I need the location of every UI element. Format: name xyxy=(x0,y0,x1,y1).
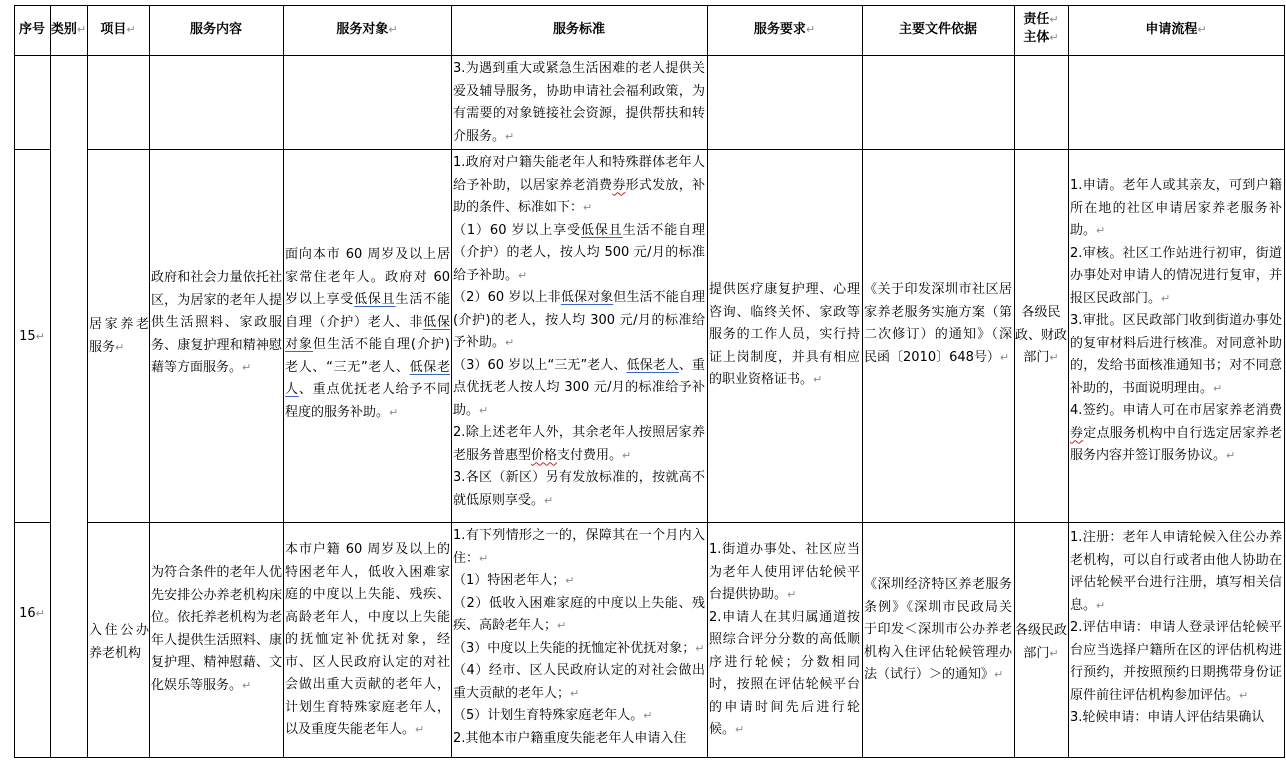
cell-text: 1.申请。老年人或其亲友，可到户籍所在地的社区申请居家养老服务补助。 xyxy=(1070,178,1282,238)
return-mark: ↵ xyxy=(1049,13,1059,26)
cell-text: 形式发放，补助的条件、标准如下： xyxy=(453,177,705,215)
cell-text: 2.审核。社区工作站进行初审，街道办事处对申请人的情况进行复审，并报区民政部门。 xyxy=(1070,245,1282,306)
cell-text: 1.注册：老年人申请轮候入住公办养老机构，可以自行或者由他人协助在评估轮候平台进行注册，填写相关信息。 xyxy=(1070,530,1282,613)
row15-standard xyxy=(453,152,705,512)
cell-text xyxy=(453,638,705,661)
cell-text xyxy=(1070,243,1282,311)
cell-text: 、重点优抚老人给予不同程度的服务补助。 xyxy=(285,382,450,420)
cell-text: 2.除上述老年人外，其余老年人按照居家养老服务普惠型 xyxy=(453,425,705,463)
return-mark: ↵ xyxy=(1197,23,1207,36)
header-bottom-line xyxy=(14,55,1285,56)
cell-text xyxy=(453,220,705,288)
return-mark: ↵ xyxy=(583,201,593,214)
cell-text: 各级民政、财政部门 xyxy=(1015,305,1067,365)
cell-text: （1）60 岁以上享受 xyxy=(453,222,581,238)
cell-text: （1）特困老年人； xyxy=(453,573,566,588)
cell-text: 15 xyxy=(19,329,36,344)
row16-seq xyxy=(14,603,50,626)
cell-text: 1.政府对户籍失能老年人和特殊群体老年人给予补助，以居家养老消费 xyxy=(453,155,705,193)
col-line-1 xyxy=(50,5,51,758)
cell-text: 3.各区（新区）另有发放标准的，按就高不就低原则享受。 xyxy=(453,470,705,508)
col-line-6 xyxy=(707,5,708,758)
cell-text: （2）60 岁以上非 xyxy=(453,290,561,305)
col-line-0 xyxy=(14,5,15,758)
col-line-9 xyxy=(1068,5,1069,758)
header-category: 类别↵ xyxy=(50,22,87,37)
cell-text xyxy=(1070,400,1282,468)
return-mark: ↵ xyxy=(787,588,797,601)
return-mark: ↵ xyxy=(622,448,632,462)
cell-text xyxy=(453,728,705,751)
col-line-7 xyxy=(862,5,863,758)
cell-text: 生活不能自理（介护）的老人，按人均 500 元/月的标准给予补助。 xyxy=(453,222,705,283)
cell-text: 低保且 xyxy=(354,292,396,307)
return-mark: ↵ xyxy=(643,709,653,722)
row16-process xyxy=(1070,527,1282,756)
return-mark: ↵ xyxy=(35,330,45,343)
row-divider-15 xyxy=(14,149,50,150)
row16-standard xyxy=(453,525,705,756)
cell-text xyxy=(453,660,705,705)
cell-text xyxy=(453,355,705,423)
row16-target xyxy=(285,539,450,742)
return-mark: ↵ xyxy=(1049,646,1059,660)
cell-text: 券 xyxy=(612,177,626,193)
cell-text: 低保老人 xyxy=(626,357,679,373)
row15-requirement xyxy=(709,279,860,392)
return-mark: ↵ xyxy=(544,493,554,507)
cell-text: 券 xyxy=(1070,425,1084,441)
row15-seq xyxy=(14,326,50,349)
cell-text: 政府和社会力量依托社区，为居家的老年人提供生活照料、家政服务、康复护理和精神慰藉等方面服务。 xyxy=(151,270,282,375)
cell-text: 3.审批。区民政部门收到街道办事处的复审材料后进行核准。对同意补助的，发给书面核准通知书；对不同意补助的，书面说明理由。 xyxy=(1070,313,1282,396)
return-mark: ↵ xyxy=(126,23,136,36)
cell-text: 《深圳经济特区养老服务条例》《深圳市民政局关于印发＜深圳市公办养老机构入住评估轮候管理办法（试行）＞的通知》 xyxy=(864,577,1012,682)
header-seq: 序号 xyxy=(18,22,45,37)
row15-target xyxy=(285,244,450,424)
cell-text: 价格 xyxy=(531,447,558,463)
return-mark: ↵ xyxy=(388,23,398,36)
cell-text: 但生活不能自理(介护)的老人，按人均 300 元/月的标准给予补助。 xyxy=(453,290,705,350)
row16-docs xyxy=(864,574,1012,687)
return-mark: ↵ xyxy=(505,336,515,349)
cell-text: 2.申请人在其归属通道按照综合评分分数的高低顺序进行轮候；分数相同时，按照在评估轮候平台的申请时间先后进行轮候。 xyxy=(709,609,860,737)
return-mark: ↵ xyxy=(479,551,489,565)
cell-text: （3）60 岁以上“三无”老人、 xyxy=(453,357,627,373)
return-mark: ↵ xyxy=(813,373,823,386)
cell-text xyxy=(453,422,705,467)
cell-text: 但生活不能自理(介护)老人、“三无”老人、 xyxy=(285,337,450,375)
row16-responsible xyxy=(1015,620,1067,665)
col-line-2 xyxy=(87,5,88,758)
cell-text xyxy=(1070,707,1282,730)
cell-text xyxy=(453,152,705,220)
cell-text: 入住公办养老机构 xyxy=(89,623,149,661)
return-mark: ↵ xyxy=(1161,291,1171,305)
header-standard: 服务标准 xyxy=(552,22,605,37)
return-mark: ↵ xyxy=(389,405,399,419)
return-mark: ↵ xyxy=(1096,224,1106,237)
header-content: 服务内容 xyxy=(189,22,242,37)
return-mark: ↵ xyxy=(805,23,816,36)
row15-item xyxy=(89,314,149,359)
return-mark: ↵ xyxy=(557,619,567,632)
col-line-5 xyxy=(451,5,452,758)
cell-text xyxy=(453,467,705,512)
return-mark: ↵ xyxy=(479,403,489,417)
cell-text xyxy=(453,525,705,570)
header-item: 项目↵ xyxy=(100,22,136,37)
cell-text xyxy=(1070,175,1282,243)
cell-text: 本市户籍 60 周岁及以上的特困老年人，低收入困难家庭的中度以上失能、残疾、高龄老年人，中度以上失能的抚恤定补优抚对象，经市、区人民政府认定的对社会做出重大贡献的老年人，计划生育特殊家庭老年人，以及重度失能老年人。 xyxy=(285,542,450,737)
cell-text: （5）计划生育特殊家庭老年人。 xyxy=(453,708,644,723)
return-mark: ↵ xyxy=(242,361,252,374)
cell-text: 低保对象 xyxy=(285,314,450,352)
cell-text xyxy=(1070,310,1282,400)
cell-text: 低保对象 xyxy=(560,290,614,305)
cell-text: 4.签约。申请人可在市居家养老消费 xyxy=(1070,403,1282,418)
col-line-3 xyxy=(149,5,150,758)
cell-text: 定点服务机构中自行选定居家养老服务内容并签订服务协议。 xyxy=(1070,425,1282,463)
cell-text: 各级民政部门 xyxy=(1015,623,1067,661)
return-mark: ↵ xyxy=(1226,449,1236,462)
return-mark: ↵ xyxy=(76,23,87,36)
return-mark: ↵ xyxy=(695,641,705,655)
cell-text: 《关于印发深圳市社区居家养老服务实施方案（第二次修订）的通知》（深民函〔2010〕648号） xyxy=(864,282,1012,365)
cell-text xyxy=(709,539,860,607)
return-mark: ↵ xyxy=(735,723,745,736)
return-mark: ↵ xyxy=(570,686,580,700)
table-border-top xyxy=(14,5,1285,6)
cell-text: 面向本市 60 周岁及以上居家常住老年人。政府对 60 岁以上享受 xyxy=(285,247,450,307)
cell-text: 1.街道办事处、社区应当为老年人使用评估轮候平台提供协助。 xyxy=(709,542,860,602)
return-mark: ↵ xyxy=(1096,598,1106,612)
row-divider-16 xyxy=(14,522,50,523)
header-target: 服务对象↵ xyxy=(336,22,398,37)
return-mark: ↵ xyxy=(1049,351,1059,364)
header-process: 申请流程↵ xyxy=(1145,22,1207,37)
return-mark: ↵ xyxy=(242,678,252,692)
cell-text: 3.为遇到重大或紧急生活困难的老人提供关爱及辅导服务，协助申请社会福利政策，为有需要的对象链接社会资源，提供帮扶和转介服务。 xyxy=(453,61,705,144)
return-mark: ↵ xyxy=(115,340,125,354)
return-mark: ↵ xyxy=(35,607,45,620)
cell-text xyxy=(1070,527,1282,617)
cell-text: （4）经市、区人民政府认定的对社会做出重大贡献的老年人； xyxy=(453,663,705,701)
return-mark: ↵ xyxy=(999,350,1010,364)
cell-text: 1.有下列情形之一的，保障其在一个月内入住： xyxy=(453,528,705,566)
row15-responsible xyxy=(1015,302,1067,370)
return-mark: ↵ xyxy=(415,723,425,736)
row16-item xyxy=(89,620,149,665)
row15-process xyxy=(1070,175,1282,468)
row-divider-16b xyxy=(87,522,1285,523)
cell-text: 3.轮候申请：申请人评估结果确认 xyxy=(1070,710,1265,725)
header-requirement: 服务要求↵ xyxy=(753,22,816,37)
cell-text xyxy=(453,705,705,728)
cell-text: 2.其他本市户籍重度失能老年人申请入住 xyxy=(453,730,687,746)
row15-content xyxy=(151,267,282,380)
cell-text: 、重点优抚老人按人均 300 元/月的标准给予补助。 xyxy=(453,357,705,418)
return-mark: ↵ xyxy=(518,268,528,282)
row15-docs xyxy=(864,279,1012,369)
cell-text: （2）低收入困难家庭的中度以上失能、残疾、高龄老年人； xyxy=(453,595,705,633)
cell-text xyxy=(1070,617,1282,707)
return-mark: ↵ xyxy=(505,129,515,143)
row16-content xyxy=(151,562,282,697)
cell-text: 低保老人 xyxy=(285,359,450,397)
cell-text: 2.评估申请：申请人登录评估轮候平台应当选择户籍所在区的评估机构进行预约，并按照预约日期携带身份证原件前往评估机构参加评估。 xyxy=(1070,620,1282,703)
cell-text: 居家养老服务 xyxy=(89,317,149,355)
header-docs: 主要文件依据 xyxy=(898,22,977,37)
cell-text: 16 xyxy=(19,606,36,621)
return-mark: ↵ xyxy=(994,668,1004,681)
return-mark: ↵ xyxy=(1049,31,1059,44)
return-mark: ↵ xyxy=(1239,688,1249,702)
return-mark: ↵ xyxy=(565,574,575,587)
cell-text: 支付费用。 xyxy=(557,447,623,463)
return-mark: ↵ xyxy=(1213,381,1223,395)
cont-standard-cell xyxy=(453,58,705,148)
col-line-4 xyxy=(283,5,284,758)
row-divider-15b xyxy=(87,149,1285,150)
header-responsible: 责任↵ 主体↵ xyxy=(1023,12,1059,45)
cell-text xyxy=(709,607,860,742)
cell-text xyxy=(453,570,705,593)
col-line-10 xyxy=(1284,5,1285,758)
cell-text xyxy=(453,593,705,638)
cell-text: 生活不能自理（介护）老人、非 xyxy=(285,292,450,330)
cell-text: 低保且 xyxy=(580,222,623,238)
table-border-bottom xyxy=(14,757,1285,758)
row16-requirement xyxy=(709,539,860,756)
cell-text xyxy=(453,287,705,355)
cell-text: 为符合条件的老年人优先安排公办养老机构床位。依托养老机构为老年人提供生活照料、康复护理、精神慰藉、文化娱乐等服务。 xyxy=(151,565,282,693)
cell-text: 提供医疗康复护理、心理咨询、临终关怀、家政等服务的工作人员，实行持证上岗制度，并具有相应的职业资格证书。 xyxy=(709,282,860,387)
cell-text: （3）中度以上失能的抚恤定补优抚对象； xyxy=(453,640,696,656)
